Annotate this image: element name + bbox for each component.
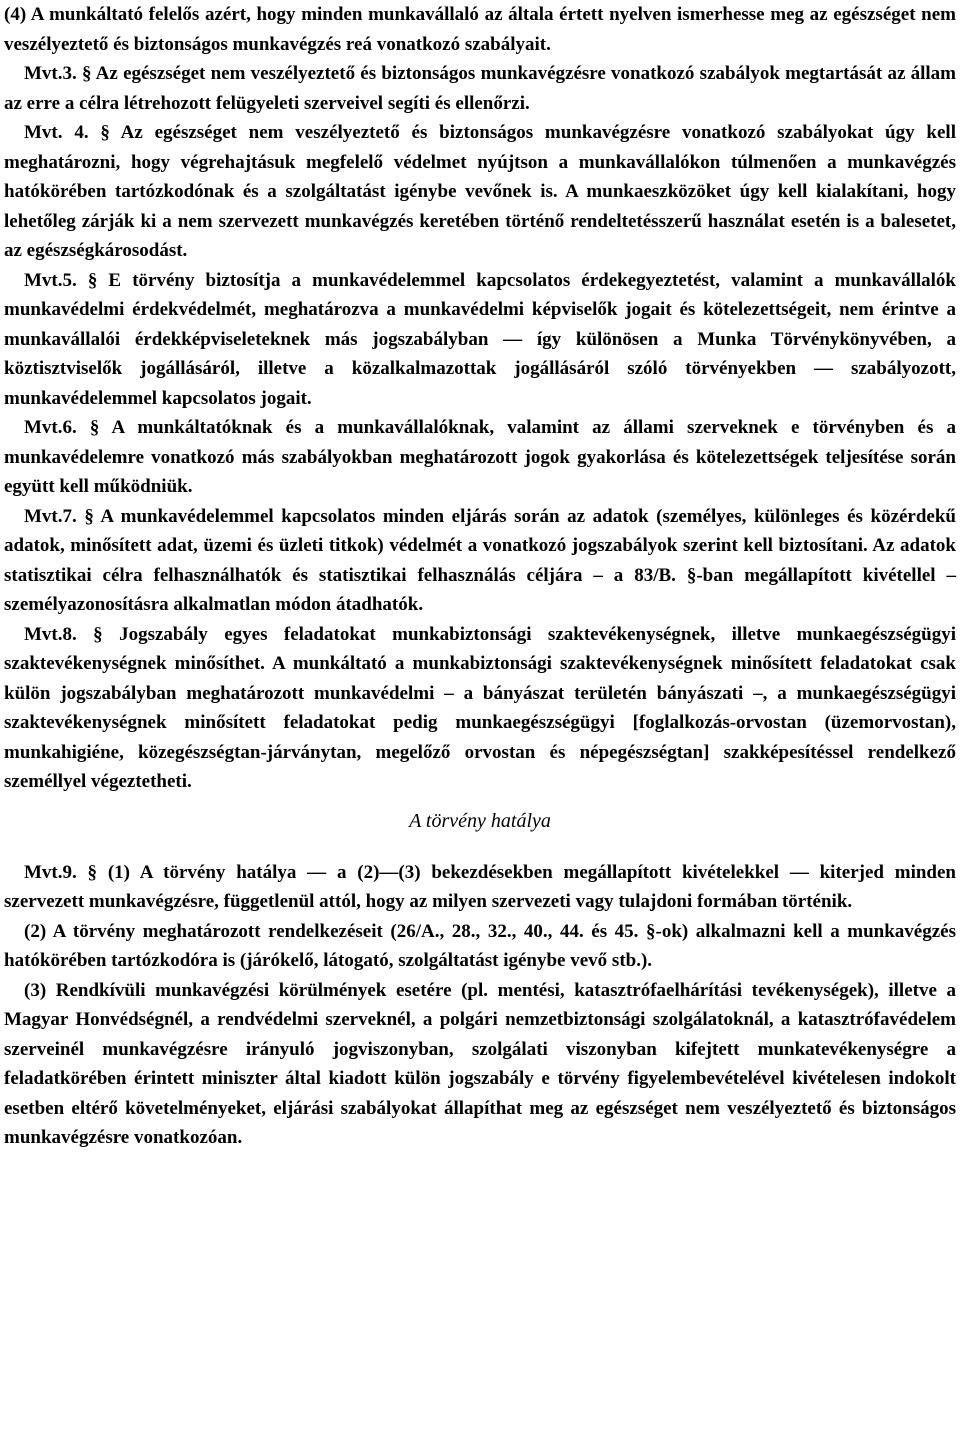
- paragraph-mvt-7: Mvt.7. § A munkavédelemmel kapcsolatos minden eljárás során az adatok (személyes, különleges és közérdekű adatok, minősített adat, üzemi és üzleti titkok) védelmét a vonatkozó jogszabályok szerint kell biztosítani. Az adatok statisztikai célra felhasználhatók és statisztikai felhasználás céljára – a 83/B. §-ban megállapított kivétellel – személyazonosításra alkalmatlan módon átadhatók.: [4, 505, 956, 615]
- paragraph-mvt-9-1: Mvt.9. § (1) A törvény hatálya — a (2)—(3) bekezdésekben megállapított kivételekkel — kiterjed minden szervezett munkavégzésre, függetlenül attól, hogy az milyen szervezeti vagy tulajdoni formában történik.: [4, 861, 956, 912]
- paragraph-mvt-3: Mvt.3. § Az egészséget nem veszélyeztető és biztonságos munkavégzésre vonatkozó szabályok megtartását az állam az erre a célra létrehozott felügyeleti szerveivel segíti és ellenőrzi.: [4, 63, 956, 114]
- paragraph-4-language: (4) A munkáltató felelős azért, hogy minden munkavállaló az általa értett nyelven ismerhesse meg az egészséget nem veszélyeztető és biztonságos munkavégzés reá vonatkozó szabályait.: [4, 4, 956, 55]
- paragraph-mvt-9-2: (2) A törvény meghatározott rendelkezéseit (26/A., 28., 32., 40., 44. és 45. §-ok) alkalmazni kell a munkavégzés hatókörében tartózkodóra is (járókelő, látogató, szolgáltatást igénybe vevő stb.).: [4, 920, 956, 971]
- paragraph-mvt-9-3: (3) Rendkívüli munkavégzési körülmények esetére (pl. mentési, katasztrófaelhárítási tevékenységek), illetve a Magyar Honvédségnél, a rendvédelmi szerveknél, a polgári nemzetbiztonsági szolgálatoknál, a katasztrófavédelem szerveinél munkavégzésre irányuló jogviszonyban, szolgálati viszonyban kifejtett munkatevékenységre a feladatkörében érintett miniszter által kiadott külön jogszabály e törvény figyelembevételével kivételesen indokolt esetben eltérő követelményeket, eljárási szabályokat állapíthat meg az egészséget nem veszélyeztető és biztonságos munkavégzésre vonatkozóan.: [4, 979, 956, 1148]
- paragraph-mvt-4: Mvt. 4. § Az egészséget nem veszélyeztető és biztonságos munkavégzésre vonatkozó szabályokat úgy kell meghatározni, hogy végrehajtásuk megfelelő védelmet nyújtson a munkavállalókon túlmenően a munkavégzés hatókörében tartózkodónak és a szolgáltatást igénybe vevőnek is. A munkaeszközöket úgy kell kialakítani, hogy lehetőleg zárják ki a nem szervezett munkavégzés keretében történő rendeltetésszerű használat esetén is a balesetet, az egészségkárosodást.: [4, 122, 956, 261]
- section-heading: A törvény hatálya: [409, 809, 551, 832]
- paragraph-mvt-8: Mvt.8. § Jogszabály egyes feladatokat munkabiztonsági szaktevékenységnek, illetve munkaegészségügyi szaktevékenységnek minősíthet. A munkáltató a munkabiztonsági szaktevékenységnek minősített feladatokat csak külön jogszabályban meghatározott munkavédelmi – a bányászat területén bányászati –, a munkaegészségügyi szaktevékenységnek minősített feladatokat pedig munkaegészségügyi [foglalkozás-orvostan (üzemorvostan), munkahigiéne, közegészségtan-járványtan, megelőző orvostan és népegészségtan] szakképesítéssel rendelkező személlyel végeztetheti.: [4, 623, 956, 792]
- paragraph-mvt-5: Mvt.5. § E törvény biztosítja a munkavédelemmel kapcsolatos érdekegyeztetést, valamint a munkavállalók munkavédelmi érdekvédelmét, meghatározva a munkavédelmi képviselők jogait és kötelezettségeit, nem érintve a munkavállalói érdekképviseleteknek más jogszabályban — így különösen a Munka Törvénykönyvében, a köztisztviselők jogállásáról, illetve a közalkalmazottak jogállásáról szóló törvényekben — szabályozott, munkavédelemmel kapcsolatos jogait.: [4, 269, 956, 409]
- paragraph-mvt-6: Mvt.6. § A munkáltatóknak és a munkavállalóknak, valamint az állami szerveknek e törvényben és a munkavédelemre vonatkozó más szabályokban meghatározott jogok gyakorlása és kötelezettségek teljesítése során együtt kell működniük.: [4, 417, 956, 497]
